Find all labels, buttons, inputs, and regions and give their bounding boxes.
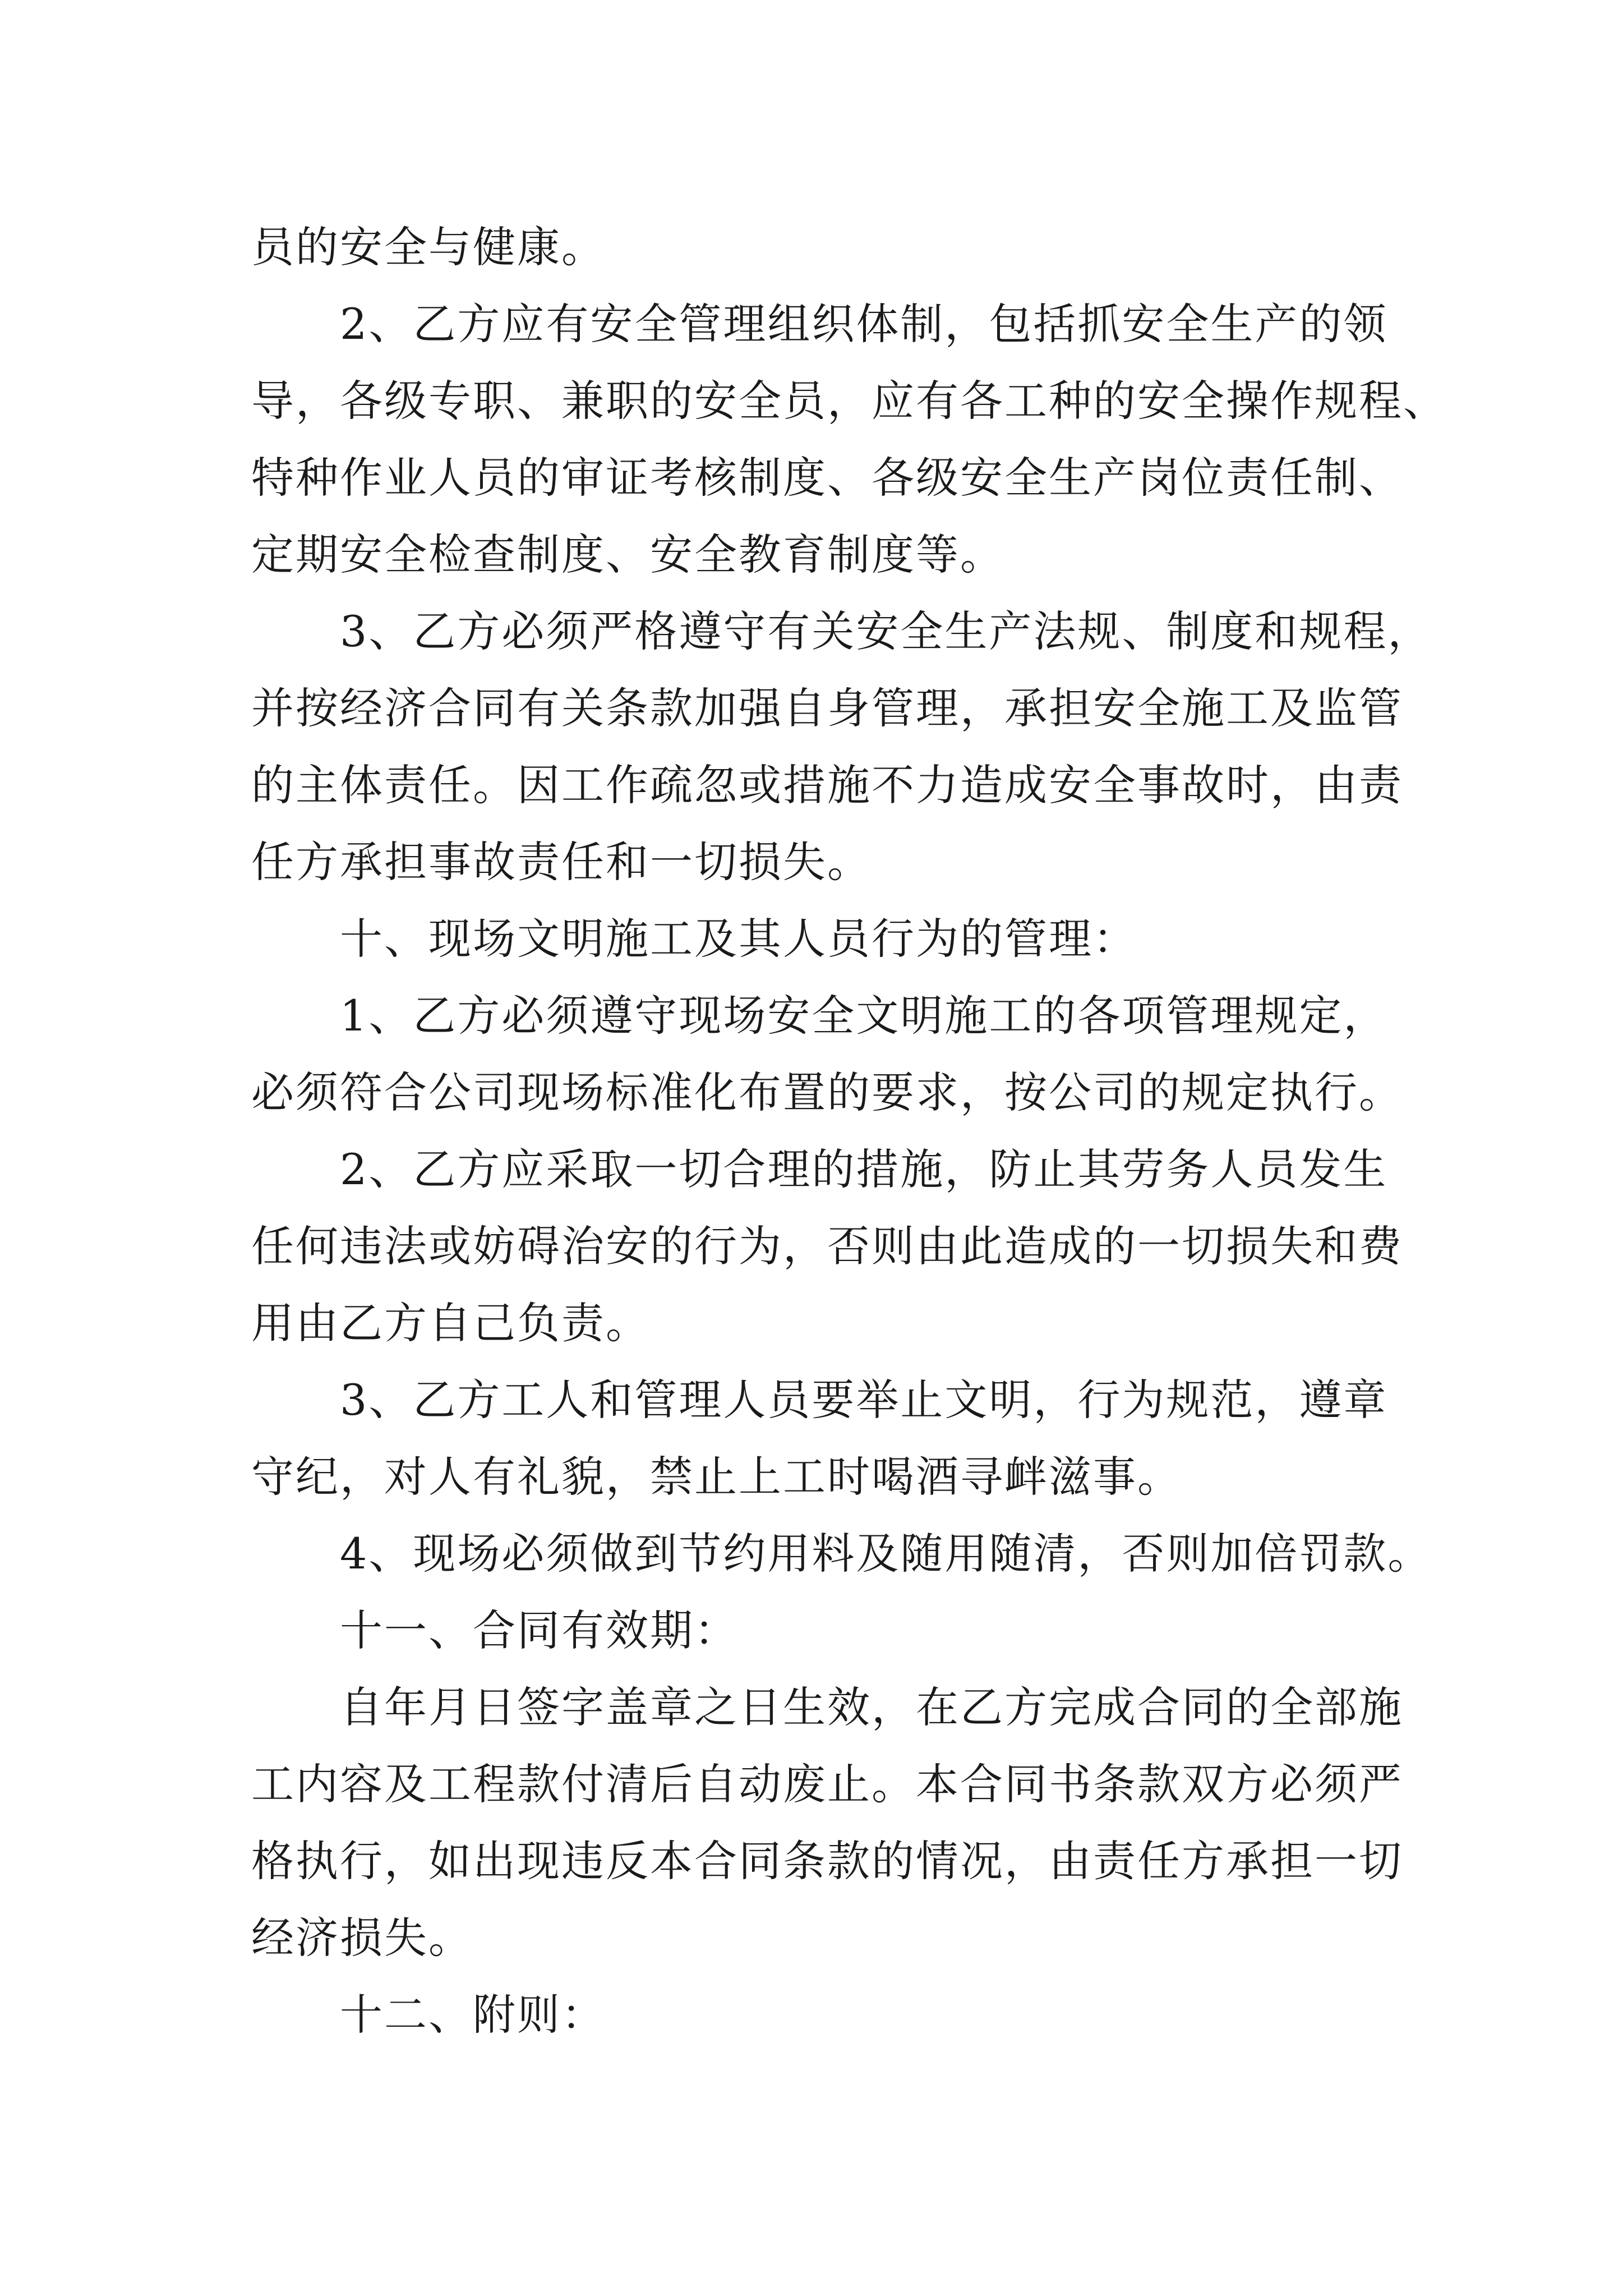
text-line: 员的安全与健康。: [251, 222, 606, 272]
text-line: 自年月日签字盖章之日生效，在乙方完成合同的全部施: [251, 1682, 1403, 1732]
text-line: 任何违法或妨碍治安的行为，否则由此造成的一切损失和费: [251, 1221, 1403, 1271]
text-line: 2、乙方应采取一切合理的措施，防止其劳务人员发生: [251, 1144, 1388, 1194]
section-heading: 十、现场文明施工及其人员行为的管理：: [251, 914, 1137, 964]
text-line: 必须符合公司现场标准化布置的要求，按公司的规定执行。: [251, 1068, 1403, 1117]
text-line: 经济损失。: [251, 1913, 473, 1963]
section-heading: 十一、合同有效期：: [251, 1605, 739, 1655]
text-line: 守纪，对人有礼貌，禁止上工时喝酒寻衅滋事。: [251, 1452, 1182, 1502]
text-line: 用由乙方自己负责。: [251, 1298, 650, 1348]
section-heading: 十二、附则：: [251, 1990, 606, 2040]
text-line: 定期安全检查制度、安全教育制度等。: [251, 530, 1004, 579]
text-line: 4、现场必须做到节约用料及随用随清，否则加倍罚款。: [251, 1529, 1432, 1579]
text-line: 特种作业人员的审证考核制度、各级安全生产岗位责任制、: [251, 453, 1403, 503]
text-line: 格执行，如出现违反本合同条款的情况，由责任方承担一切: [251, 1836, 1403, 1886]
text-line: 任方承担事故责任和一切损失。: [251, 837, 872, 887]
text-line: 3、乙方工人和管理人员要举止文明，行为规范，遵章: [251, 1375, 1388, 1425]
text-line: 的主体责任。因工作疏忽或措施不力造成安全事故时，由责: [251, 760, 1403, 810]
text-line: 导，各级专职、兼职的安全员，应有各工种的安全操作规程、: [251, 376, 1447, 426]
text-line: 2、乙方应有安全管理组织体制，包括抓安全生产的领: [251, 299, 1388, 349]
text-line: 并按经济合同有关条款加强自身管理，承担安全施工及监管: [251, 683, 1403, 733]
text-line: 1、乙方必须遵守现场安全文明施工的各项管理规定，: [251, 991, 1388, 1041]
text-line: 工内容及工程款付清后自动废止。本合同书条款双方必须严: [251, 1759, 1403, 1809]
text-line: 3、乙方必须严格遵守有关安全生产法规、制度和规程，: [251, 606, 1432, 656]
